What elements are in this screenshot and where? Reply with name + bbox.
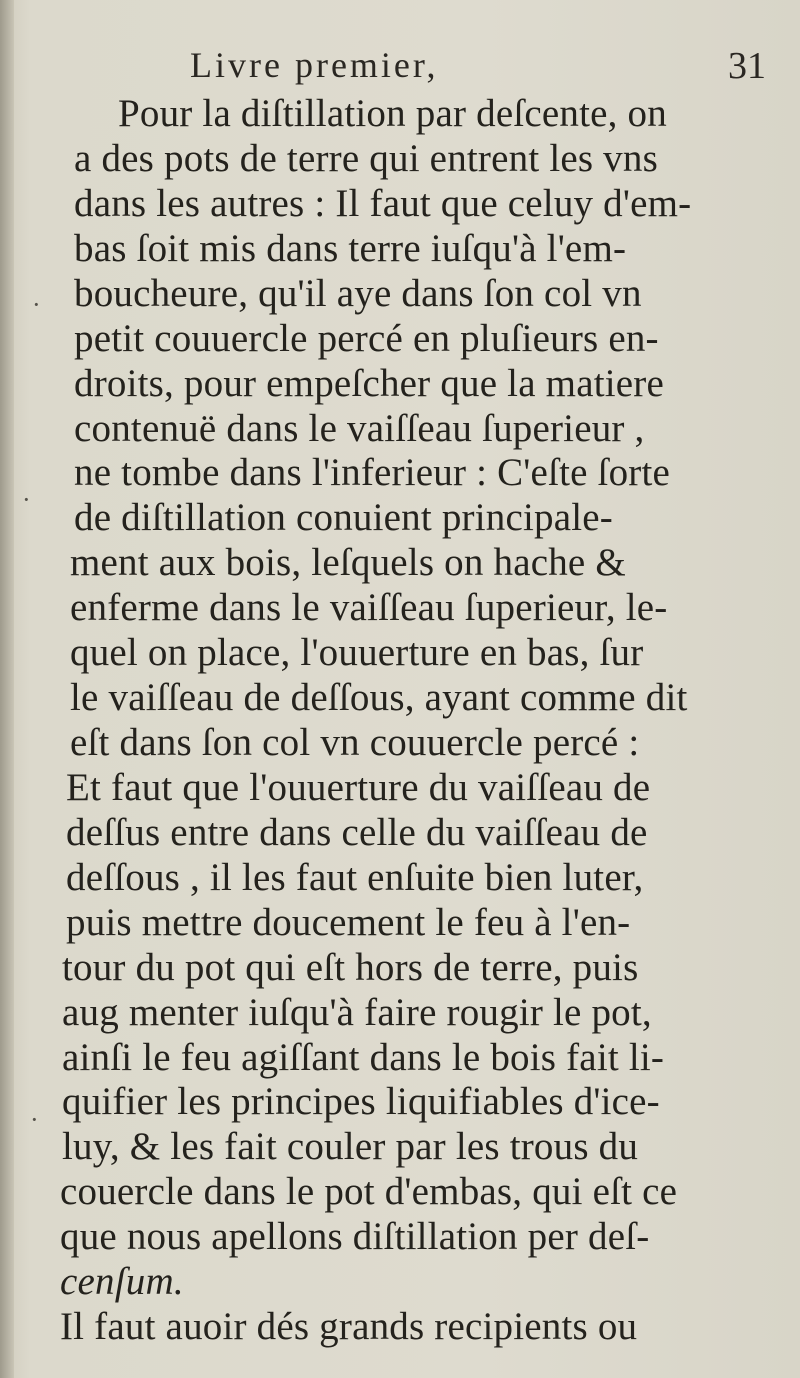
text-line: dans les autres : Il faut que celuy d'em- — [74, 181, 692, 225]
text-line: cenſum. — [60, 1260, 184, 1304]
text-line: eſt dans ſon col vn couuercle percé : — [70, 721, 640, 764]
text-line: le vaiſſeau de deſſous, ayant comme dit — [70, 676, 688, 720]
text-line: Et faut que l'ouuerture du vaiſſeau de — [66, 765, 651, 809]
text-line: couercle dans le pot d'embas, qui eſt ce — [60, 1170, 678, 1214]
margin-dot: · — [22, 485, 31, 514]
text-line: luy, & les fait couler par les trous du — [62, 1125, 639, 1169]
text-line: petit couuercle percé en pluſieurs en- — [74, 316, 659, 360]
text-line: bas ſoit mis dans terre iuſqu'à l'em- — [74, 226, 627, 270]
margin-dot: · — [30, 1105, 39, 1134]
text-line: deſſous , il les faut enſuite bien luter, — [66, 855, 644, 899]
text-line: quel on place, l'ouuerture en bas, ſur — [70, 631, 644, 675]
margin-dot: · — [32, 290, 41, 319]
text-line: enferme dans le vaiſſeau ſuperieur, le- — [70, 586, 668, 630]
text-line: Pour la diſtillation par deſcente, on — [118, 92, 667, 135]
text-line: aug menter iuſqu'à faire rougir le pot, — [62, 990, 652, 1034]
text-line: quifier les principes liquifiables d'ice- — [62, 1080, 660, 1124]
text-line: ainſi le feu agiſſant dans le bois fait li- — [62, 1035, 665, 1079]
text-line: que nous apellons diſtillation per deſ- — [60, 1215, 650, 1259]
text-line: boucheure, qu'il aye dans ſon col vn — [74, 271, 642, 315]
running-title: Livre premier, — [190, 45, 439, 85]
text-line: tour du pot qui eſt hors de terre, puis — [62, 945, 639, 989]
text-line: Il faut auoir dés grands recipients ou — [60, 1305, 638, 1349]
text-line: droits, pour empeſcher que la matiere — [74, 361, 665, 405]
text-line: de diſtillation conuient principale- — [74, 496, 613, 540]
text-line: puis mettre doucement le feu à l'en- — [66, 900, 631, 944]
text-line: ne tombe dans l'inferieur : C'eſte ſorte — [74, 451, 671, 495]
page-number: 31 — [728, 45, 766, 87]
text-line: contenuë dans le vaiſſeau ſuperieur , — [74, 406, 645, 450]
text-line: ment aux bois, leſquels on hache & — [70, 541, 626, 585]
text-line: a des pots de terre qui entrent les vns — [74, 136, 658, 180]
text-line: deſſus entre dans celle du vaiſſeau de — [66, 810, 648, 854]
